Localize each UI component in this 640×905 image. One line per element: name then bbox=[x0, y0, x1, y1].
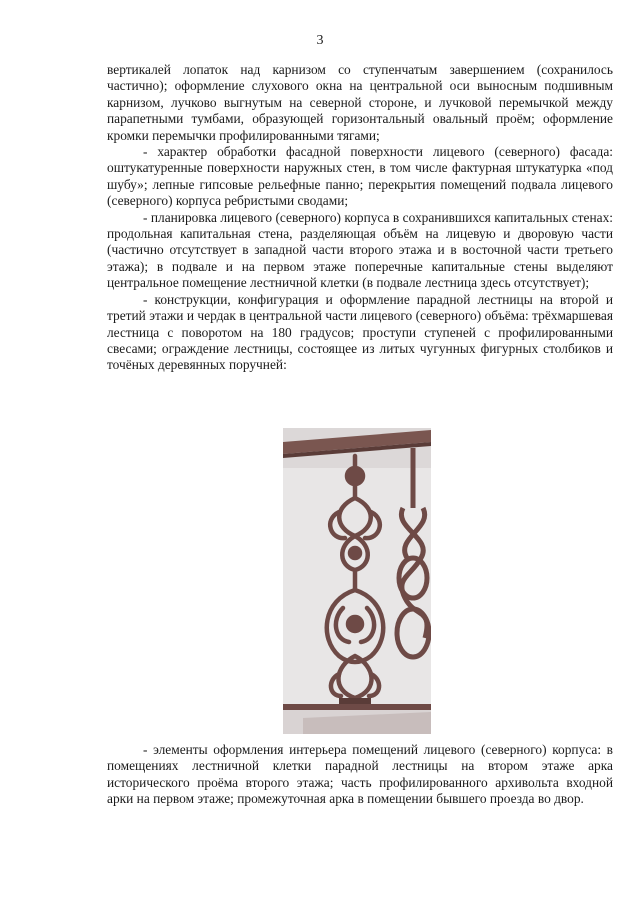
paragraph: вертикалей лопаток над карнизом со ступенчатым завершением (сохранилось частично); оформление слухового окна на центральной оси выносным подшивным карнизом, лучково выгнутым на северной стороне, и лучковой перемычкой между парапетными тумбами, образующей горизонтальный овальный проём; оформление кромки перемычки профилированными тягами; bbox=[107, 62, 613, 143]
text-block-top bbox=[107, 62, 613, 374]
paragraph: - характер обработки фасадной поверхности лицевого (северного) фасада: оштукатуренные поверхности наружных стен, в том числе фактурная штукатурка «под шубу»; лепные гипсовые рельефные панно; перекрытия помещений подвала лицевого (северного) корпуса ребристыми сводами; bbox=[107, 144, 613, 209]
paragraph: - элементы оформления интерьера помещений лицевого (северного) корпуса: в помещениях лестничной клетки парадной лестницы на втором этаже арка исторического проёма второго этажа; часть профилированного архивольта входной арки на первом этаже; промежуточная арка в помещении бывшего проезда во двор. bbox=[107, 742, 613, 807]
text-block-bottom bbox=[107, 742, 613, 808]
paragraph: - планировка лицевого (северного) корпуса в сохранившихся капитальных стенах: продольная капитальная стена, разделяющая объём на лицевую и дворовую части (частично отсутствует в западной части второго этажа и в восточной части третьего этажа); в подвале и на первом этаже поперечные капитальные стены выделяют центральное помещение лестничной клетки (в подвале лестница здесь отсутствует); bbox=[107, 209, 613, 291]
paragraph: - конструкции, конфигурация и оформление парадной лестницы на второй и третий этажи и чердак в центральной части лицевого (северного) объёма: трёхмаршевая лестница с поворотом на 180 градусов; проступи ступеней с профилированными свесами; ограждение лестницы, состоящее из литых чугунных фигурных столбиков и точёных деревянных поручней: bbox=[107, 291, 613, 373]
staircase-railing-photo bbox=[283, 428, 431, 734]
page-number: 3 bbox=[316, 33, 324, 48]
